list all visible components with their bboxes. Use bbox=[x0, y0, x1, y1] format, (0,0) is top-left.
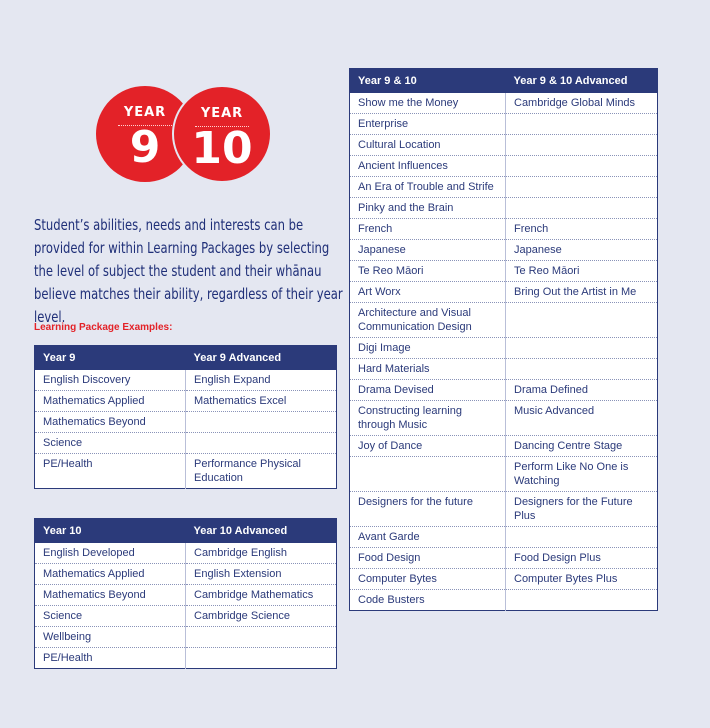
table-row bbox=[35, 390, 337, 411]
table-cell: Mathematics Applied bbox=[35, 563, 186, 584]
table-cell: Avant Garde bbox=[350, 526, 506, 547]
table-cell: Cambridge English bbox=[186, 543, 337, 564]
table-cell: English Discovery bbox=[35, 370, 186, 391]
table-cell: French bbox=[506, 218, 658, 239]
table-cell: Dancing Centre Stage bbox=[506, 435, 658, 456]
table-cell bbox=[186, 411, 337, 432]
table-cell: Japanese bbox=[506, 239, 658, 260]
table-row bbox=[35, 543, 337, 564]
table-cell: Drama Defined bbox=[506, 379, 658, 400]
table-cell: Cambridge Global Minds bbox=[506, 93, 658, 114]
table-cell: Music Advanced bbox=[506, 400, 658, 435]
table-row bbox=[350, 526, 658, 547]
table-row bbox=[350, 239, 658, 260]
table-cell: Bring Out the Artist in Me bbox=[506, 281, 658, 302]
table-row bbox=[35, 563, 337, 584]
table-row bbox=[35, 453, 337, 488]
table-row bbox=[350, 302, 658, 337]
table-cell: PE/Health bbox=[35, 647, 186, 668]
table-row bbox=[350, 155, 658, 176]
table-row bbox=[350, 547, 658, 568]
year-10-circle bbox=[172, 85, 272, 183]
table-row bbox=[35, 647, 337, 668]
column-header: Year 9 bbox=[35, 346, 186, 370]
table-cell: Japanese bbox=[350, 239, 506, 260]
table-cell bbox=[506, 134, 658, 155]
table-cell bbox=[186, 647, 337, 668]
table-row bbox=[350, 337, 658, 358]
table-row bbox=[35, 432, 337, 453]
table-cell bbox=[506, 358, 658, 379]
table-cell bbox=[506, 176, 658, 197]
table-cell: Food Design bbox=[350, 547, 506, 568]
table-cell bbox=[506, 155, 658, 176]
table-cell: Mathematics Excel bbox=[186, 390, 337, 411]
table-cell: Constructing learning through Music bbox=[350, 400, 506, 435]
table-cell bbox=[186, 432, 337, 453]
table-cell: Te Reo Māori bbox=[506, 260, 658, 281]
year-9-table bbox=[34, 345, 337, 489]
table-row bbox=[350, 281, 658, 302]
table-cell: Mathematics Beyond bbox=[35, 411, 186, 432]
table-row bbox=[350, 358, 658, 379]
table-row bbox=[350, 93, 658, 114]
table-row bbox=[350, 218, 658, 239]
table-cell: English Expand bbox=[186, 370, 337, 391]
table-cell bbox=[506, 526, 658, 547]
table-cell: Mathematics Applied bbox=[35, 390, 186, 411]
table-cell: Computer Bytes bbox=[350, 568, 506, 589]
table-cell: Food Design Plus bbox=[506, 547, 658, 568]
table-cell bbox=[506, 337, 658, 358]
table-cell: Enterprise bbox=[350, 113, 506, 134]
table-cell bbox=[506, 589, 658, 610]
column-header: Year 9 Advanced bbox=[186, 346, 337, 370]
table-cell: Hard Materials bbox=[350, 358, 506, 379]
table-cell: An Era of Trouble and Strife bbox=[350, 176, 506, 197]
table-cell: Pinky and the Brain bbox=[350, 197, 506, 218]
table-cell bbox=[506, 113, 658, 134]
table-row bbox=[350, 176, 658, 197]
year-10-number: 10 bbox=[191, 123, 253, 174]
table-row bbox=[350, 568, 658, 589]
table-cell: Digi Image bbox=[350, 337, 506, 358]
table-header-row bbox=[35, 346, 337, 370]
table-row bbox=[35, 626, 337, 647]
table-cell bbox=[186, 626, 337, 647]
year-9-10-logo bbox=[96, 86, 276, 182]
column-header: Year 10 Advanced bbox=[186, 519, 337, 543]
packages-label: Learning Package Examples: bbox=[34, 322, 173, 333]
table-row bbox=[35, 605, 337, 626]
intro-paragraph: Student’s abilities, needs and interests can be provided for within Learning Packages by selecting the level of subject the student and their whānau believe matches their ability, regardless of their year level. bbox=[34, 216, 343, 326]
table-row bbox=[350, 589, 658, 610]
table-cell: English Developed bbox=[35, 543, 186, 564]
column-header: Year 9 & 10 Advanced bbox=[506, 69, 658, 93]
table-cell: Mathematics Beyond bbox=[35, 584, 186, 605]
year-10-label: YEAR bbox=[200, 106, 244, 121]
column-header: Year 10 bbox=[35, 519, 186, 543]
table-cell: Te Reo Māori bbox=[350, 260, 506, 281]
table-cell: Performance Physical Education bbox=[194, 457, 301, 484]
year-9-label: YEAR bbox=[123, 105, 167, 120]
table-cell: Drama Devised bbox=[350, 379, 506, 400]
table-cell: Computer Bytes Plus bbox=[506, 568, 658, 589]
table-row bbox=[350, 491, 658, 526]
year-9-number: 9 bbox=[129, 122, 161, 173]
table-cell bbox=[506, 302, 658, 337]
table-row bbox=[350, 400, 658, 435]
table-row bbox=[35, 411, 337, 432]
table-cell bbox=[506, 197, 658, 218]
table-cell: Code Busters bbox=[350, 589, 506, 610]
table-row bbox=[350, 379, 658, 400]
table-cell: PE/Health bbox=[35, 453, 186, 488]
table-header-row bbox=[350, 69, 658, 93]
table-cell: English Extension bbox=[186, 563, 337, 584]
table-cell: Wellbeing bbox=[35, 626, 186, 647]
table-cell: Joy of Dance bbox=[350, 435, 506, 456]
table-cell bbox=[350, 456, 506, 491]
table-cell: Architecture and Visual Communication Design bbox=[350, 302, 506, 337]
table-cell: Cultural Location bbox=[350, 134, 506, 155]
table-cell: Cambridge Mathematics bbox=[186, 584, 337, 605]
table-cell: Designers for the future bbox=[350, 491, 506, 526]
table-cell: Show me the Money bbox=[350, 93, 506, 114]
table-header-row bbox=[35, 519, 337, 543]
table-cell: Cambridge Science bbox=[186, 605, 337, 626]
table-cell: Ancient Influences bbox=[350, 155, 506, 176]
table-cell: Perform Like No One is Watching bbox=[506, 456, 658, 491]
table-cell: French bbox=[350, 218, 506, 239]
table-cell: Science bbox=[35, 432, 186, 453]
table-row bbox=[350, 113, 658, 134]
table-cell: Designers for the Future Plus bbox=[506, 491, 658, 526]
year-10-table bbox=[34, 518, 337, 669]
table-row bbox=[350, 435, 658, 456]
table-row bbox=[350, 134, 658, 155]
year-9-10-table bbox=[349, 68, 658, 611]
table-row bbox=[350, 260, 658, 281]
table-cell: Art Worx bbox=[350, 281, 506, 302]
table-row bbox=[35, 584, 337, 605]
table-row bbox=[35, 370, 337, 391]
column-header: Year 9 & 10 bbox=[350, 69, 506, 93]
table-row bbox=[350, 197, 658, 218]
table-row bbox=[350, 456, 658, 491]
table-cell: Science bbox=[35, 605, 186, 626]
